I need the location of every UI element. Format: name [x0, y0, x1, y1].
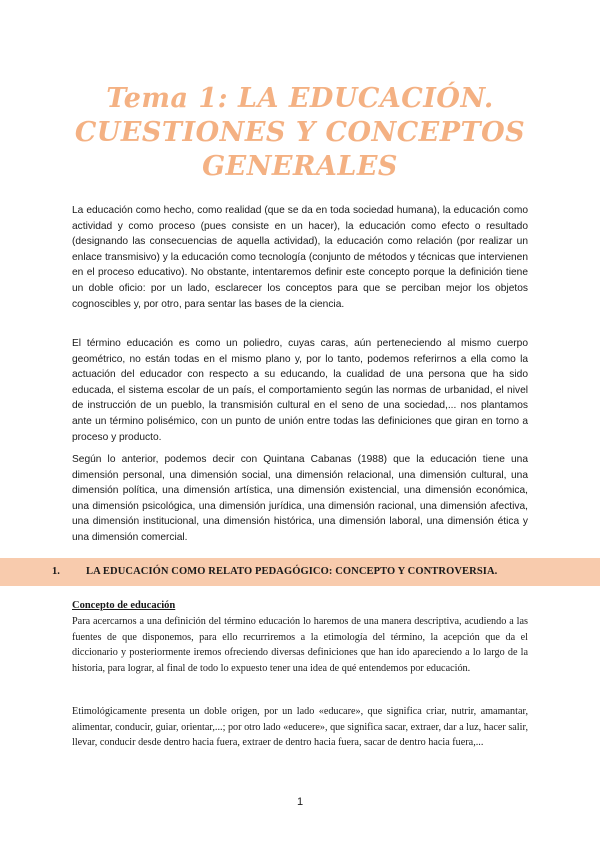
concept-paragraph-2: Etimológicamente presenta un doble origen, por un lado «educare», que significa criar, nutrir, amamantar, alimentar, conducir, guiar, orientar,...; por otro lado «educere», que significa sacar, extraer, dar a luz, hacer salir, llevar, conducir desde dentro hacia fuera, extraer de dentro hacia fuera, sacar de dentro hacia fuera,... — [72, 706, 528, 749]
intro-paragraph-2: El término educación es como un poliedro, cuyas caras, aún perteneciendo al mismo cuerpo geométrico, no están todas en el mismo plano y, por lo tanto, podemos referirnos a ella como la actuación del educador con respecto a su educando, la cualidad de una persona que ha sido educada, el sistema escolar de un país, el comportamiento según las normas de urbanidad, el nivel de instrucción de un pueblo, la transmisión cultural en el seno de una sociedad,... nos plantamos ante un término polisémico, con un punto de unión entre todas las definiciones que giran en torno a proceso y producto. — [72, 338, 528, 443]
page-title — [60, 82, 540, 184]
subsection-heading: Concepto de educación — [72, 600, 176, 611]
title-line-1: Tema 1: LA EDUCACIÓN. — [106, 83, 494, 114]
title-line-2: CUESTIONES Y CONCEPTOS — [74, 117, 526, 148]
concept-paragraph-1: Para acercarnos a una definición del término educación lo haremos de una manera descriptiva, acudiendo a las fuentes de que disponemos, para ello recurriremos a la etimología del término, la acepción que da el diccionario y posteriormente iremos ofreciendo diversas definiciones que han ido apareciendo a lo largo de la historia, para lograr, al final de todo lo expuesto tener una idea de qué entendemos por educación. — [72, 616, 528, 674]
page-number: 1 — [296, 796, 304, 808]
intro-paragraph-3: Según lo anterior, podemos decir con Quintana Cabanas (1988) que la educación tiene una dimensión personal, una dimensión social, una dimensión relacional, una dimensión cultural, una dimensión política, una dimensión artística, una dimensión existencial, una dimensión económica, una dimensión psicológica, una dimensión jurídica, una dimensión racional, una dimensión afectiva, una dimensión institucional, una dimensión histórica, una dimensión laboral, una dimensión ética y una dimensión comercial. — [72, 454, 528, 543]
section-number: 1. — [52, 566, 60, 577]
intro-paragraph-1: La educación como hecho, como realidad (que se da en toda sociedad humana), la educación como actividad y como proceso (pues consiste en un hacer), la educación como efecto o resultado (designando las consecuencias de aquella actividad), la educación como relación (por realizar un enlace transmisivo) y la educación como tecnología (conjunto de métodos y técnicas que intervienen en el proceso educativo). No obstante, intentaremos definir este concepto porque la definición tiene un doble oficio: por un lado, esclarecer los conceptos para que se perciban mejor los objetos cognoscibles y, por otro, para sentar las bases de la ciencia. — [72, 205, 528, 310]
title-line-3: GENERALES — [202, 151, 398, 182]
section-title: LA EDUCACIÓN COMO RELATO PEDAGÓGICO: CONCEPTO Y CONTROVERSIA. — [86, 566, 498, 577]
